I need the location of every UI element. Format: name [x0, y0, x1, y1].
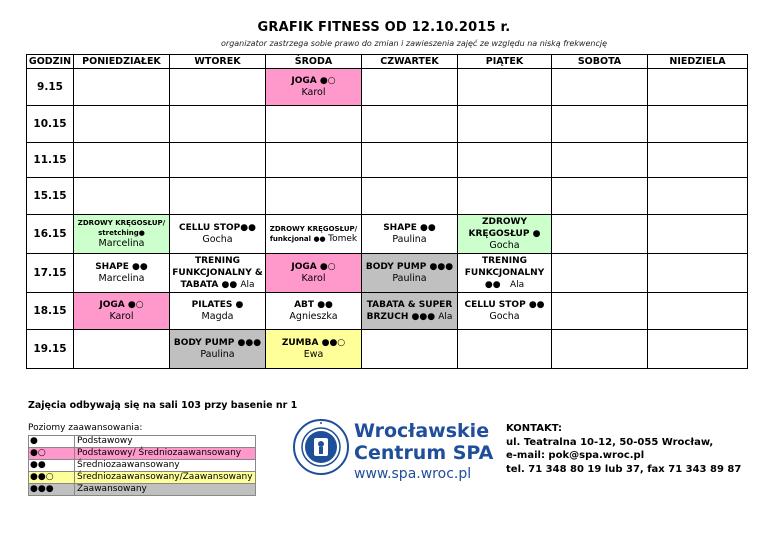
spa-logo	[292, 418, 492, 488]
empty-cell	[648, 69, 748, 106]
class-cell	[266, 330, 362, 369]
empty-cell	[552, 69, 648, 106]
class-name-line2: FUNKCJONALNY &	[172, 268, 263, 278]
empty-cell	[648, 178, 748, 215]
schedule-table	[26, 54, 748, 369]
empty-cell	[458, 178, 552, 215]
class-name: PILATES ●	[191, 300, 244, 310]
empty-cell	[458, 330, 552, 369]
class-cell	[362, 254, 458, 293]
col-header-czwartek: CZWARTEK	[362, 55, 458, 69]
class-cell	[458, 215, 552, 254]
empty-cell	[552, 293, 648, 330]
empty-cell	[552, 254, 648, 293]
empty-cell	[648, 254, 748, 293]
empty-cell	[362, 143, 458, 178]
empty-cell	[170, 143, 266, 178]
empty-cell	[552, 106, 648, 143]
table-row	[27, 69, 748, 106]
class-cell	[74, 254, 170, 293]
empty-cell	[74, 143, 170, 178]
class-name: TABATA & SUPER	[366, 300, 453, 310]
class-cell	[74, 215, 170, 254]
class-name: JOGA ●○	[291, 262, 336, 272]
empty-cell	[362, 330, 458, 369]
empty-cell	[648, 330, 748, 369]
instructor-name: Ala	[438, 312, 453, 322]
instructor-name: Marcelina	[98, 238, 145, 249]
class-name: JOGA ●○	[99, 300, 144, 310]
class-name: TRENING	[194, 256, 241, 266]
instructor-name: Ala	[509, 280, 525, 290]
class-name-line2: KRĘGOSŁUP ●	[468, 229, 541, 239]
empty-cell	[362, 106, 458, 143]
empty-cell	[552, 330, 648, 369]
time-cell: 15.15	[27, 178, 74, 215]
class-name: BODY PUMP ●●●	[173, 338, 262, 348]
class-name-line2: FUNKCJONALNY	[464, 268, 545, 278]
class-cell	[362, 215, 458, 254]
page-title: GRAFIK FITNESS OD 12.10.2015 r.	[257, 20, 511, 35]
legend-label: Zaawansowany	[75, 484, 256, 496]
empty-cell	[266, 106, 362, 143]
instructor-name: Gocha	[489, 311, 520, 322]
col-header-sobota: SOBOTA	[552, 55, 648, 69]
room-note: Zajęcia odbywają się na sali 103 przy basenie nr 1	[28, 400, 298, 411]
empty-cell	[266, 178, 362, 215]
empty-cell	[362, 69, 458, 106]
legend-row	[29, 484, 256, 496]
class-cell	[458, 293, 552, 330]
table-row	[27, 293, 748, 330]
legend-row	[29, 436, 256, 448]
class-cell	[170, 293, 266, 330]
empty-cell	[648, 215, 748, 254]
class-name: ZDROWY KRĘGOSŁUP/	[77, 219, 166, 227]
instructor-name: Tomek	[328, 234, 358, 244]
instructor-name: Paulina	[392, 273, 427, 284]
empty-cell	[74, 106, 170, 143]
class-name: SHAPE ●●	[95, 262, 148, 272]
time-cell: 11.15	[27, 143, 74, 178]
empty-cell	[648, 106, 748, 143]
empty-cell	[74, 330, 170, 369]
class-name: ZDROWY	[481, 217, 528, 227]
class-cell	[362, 293, 458, 330]
level-text: TABATA ●●	[180, 280, 238, 290]
contact-heading: KONTAKT:	[506, 423, 562, 434]
legend-row	[29, 472, 256, 484]
legend-label: Podstawowy	[75, 436, 256, 448]
col-header-godzin: GODZIN	[27, 55, 74, 69]
instructor-name: Karol	[109, 311, 134, 322]
contact-email: e-mail: pok@spa.wroc.pl	[506, 450, 645, 461]
legend-label: Podstawowy/ Średniozaawansowany	[75, 448, 256, 460]
instructor-name: Karol	[301, 273, 326, 284]
class-name: SHAPE ●●	[383, 223, 436, 233]
header-row	[27, 55, 748, 69]
class-name: TRENING	[481, 256, 528, 266]
time-cell: 10.15	[27, 106, 74, 143]
empty-cell	[552, 178, 648, 215]
class-name: ZDROWY KRĘGOSŁUP/	[269, 225, 358, 233]
empty-cell	[648, 143, 748, 178]
instructor-name: Paulina	[200, 349, 235, 360]
spa-seal-icon	[292, 418, 350, 476]
legend-table	[28, 435, 256, 496]
time-cell: 16.15	[27, 215, 74, 254]
legend-heading: Poziomy zaawansowania:	[28, 423, 143, 433]
class-name: ZUMBA ●●○	[281, 338, 346, 348]
table-row	[27, 106, 748, 143]
empty-cell	[74, 69, 170, 106]
col-header-piatek: PIĄTEK	[458, 55, 552, 69]
class-cell	[74, 293, 170, 330]
level-text: BRZUCH ●●●	[366, 312, 436, 322]
empty-cell	[458, 69, 552, 106]
class-cell	[170, 215, 266, 254]
class-name-line2	[266, 234, 361, 244]
contact-block	[506, 422, 741, 476]
empty-cell	[170, 106, 266, 143]
class-name-line3	[458, 279, 551, 291]
class-cell	[458, 254, 552, 293]
empty-cell	[552, 143, 648, 178]
class-name: BODY PUMP ●●●	[365, 262, 454, 272]
time-cell: 18.15	[27, 293, 74, 330]
legend-symbol: ●○	[29, 448, 75, 460]
brand-line2: Centrum SPA	[354, 442, 494, 464]
empty-cell	[458, 106, 552, 143]
table-row	[27, 254, 748, 293]
page-subtitle: organizator zastrzega sobie prawo do zmian i zawieszenia zajęć ze względu na niską frekwencję	[221, 39, 607, 48]
class-name: JOGA ●○	[291, 76, 336, 86]
legend-symbol: ●	[29, 436, 75, 448]
contact-address: ul. Teatralna 10-12, 50-055 Wrocław,	[506, 436, 714, 448]
table-row	[27, 330, 748, 369]
level-text: funkcjonal ●●	[269, 235, 326, 243]
class-name: ABT ●●	[294, 300, 333, 310]
instructor-name: Gocha	[202, 234, 233, 245]
instructor-name: Karol	[301, 87, 326, 98]
legend-row	[29, 460, 256, 472]
table-row	[27, 143, 748, 178]
col-header-poniedzialek: PONIEDZIAŁEK	[74, 55, 170, 69]
empty-cell	[648, 293, 748, 330]
class-cell	[170, 254, 266, 293]
empty-cell	[170, 69, 266, 106]
col-header-niedziela: NIEDZIELA	[648, 55, 748, 69]
empty-cell	[552, 215, 648, 254]
table-row	[27, 178, 748, 215]
instructor-name: Ala	[240, 280, 255, 290]
instructor-name: Agnieszka	[289, 311, 338, 322]
empty-cell	[266, 143, 362, 178]
legend-label: Średniozaawansowany/Zaawansowany	[75, 472, 256, 484]
table-row	[27, 215, 748, 254]
legend-row	[29, 448, 256, 460]
legend-symbol: ●●	[29, 460, 75, 472]
class-name: CELLU STOP ●●	[464, 300, 545, 310]
class-name-line2: stretching●	[98, 229, 145, 237]
legend-symbol: ●●○	[29, 472, 75, 484]
instructor-name: Magda	[201, 311, 234, 322]
legend-label: Średniozaawansowany	[75, 460, 256, 472]
legend-symbol: ●●●	[29, 484, 75, 496]
time-cell: 17.15	[27, 254, 74, 293]
instructor-name: Gocha	[489, 240, 520, 251]
level-text: ●●	[484, 280, 501, 290]
empty-cell	[362, 178, 458, 215]
class-name-line3	[170, 279, 265, 291]
class-cell	[266, 293, 362, 330]
class-cell	[266, 215, 362, 254]
col-header-sroda: ŚRODA	[266, 55, 362, 69]
instructor-name: Paulina	[392, 234, 427, 245]
legend	[28, 422, 256, 496]
brand-url: www.spa.wroc.pl	[354, 466, 472, 482]
time-cell: 9.15	[27, 69, 74, 106]
empty-cell	[74, 178, 170, 215]
class-name-line2	[362, 311, 457, 323]
time-cell: 19.15	[27, 330, 74, 369]
col-header-wtorek: WTOREK	[170, 55, 266, 69]
class-name: CELLU STOP●●	[179, 223, 256, 233]
class-cell	[170, 330, 266, 369]
empty-cell	[458, 143, 552, 178]
empty-cell	[170, 178, 266, 215]
brand-line1: Wrocławskie	[354, 420, 490, 442]
instructor-name: Ewa	[303, 349, 324, 360]
contact-phone: tel. 71 348 80 19 lub 37, fax 71 343 89 87	[506, 463, 742, 475]
instructor-name: Marcelina	[98, 273, 145, 284]
class-cell	[266, 254, 362, 293]
class-cell	[266, 69, 362, 106]
